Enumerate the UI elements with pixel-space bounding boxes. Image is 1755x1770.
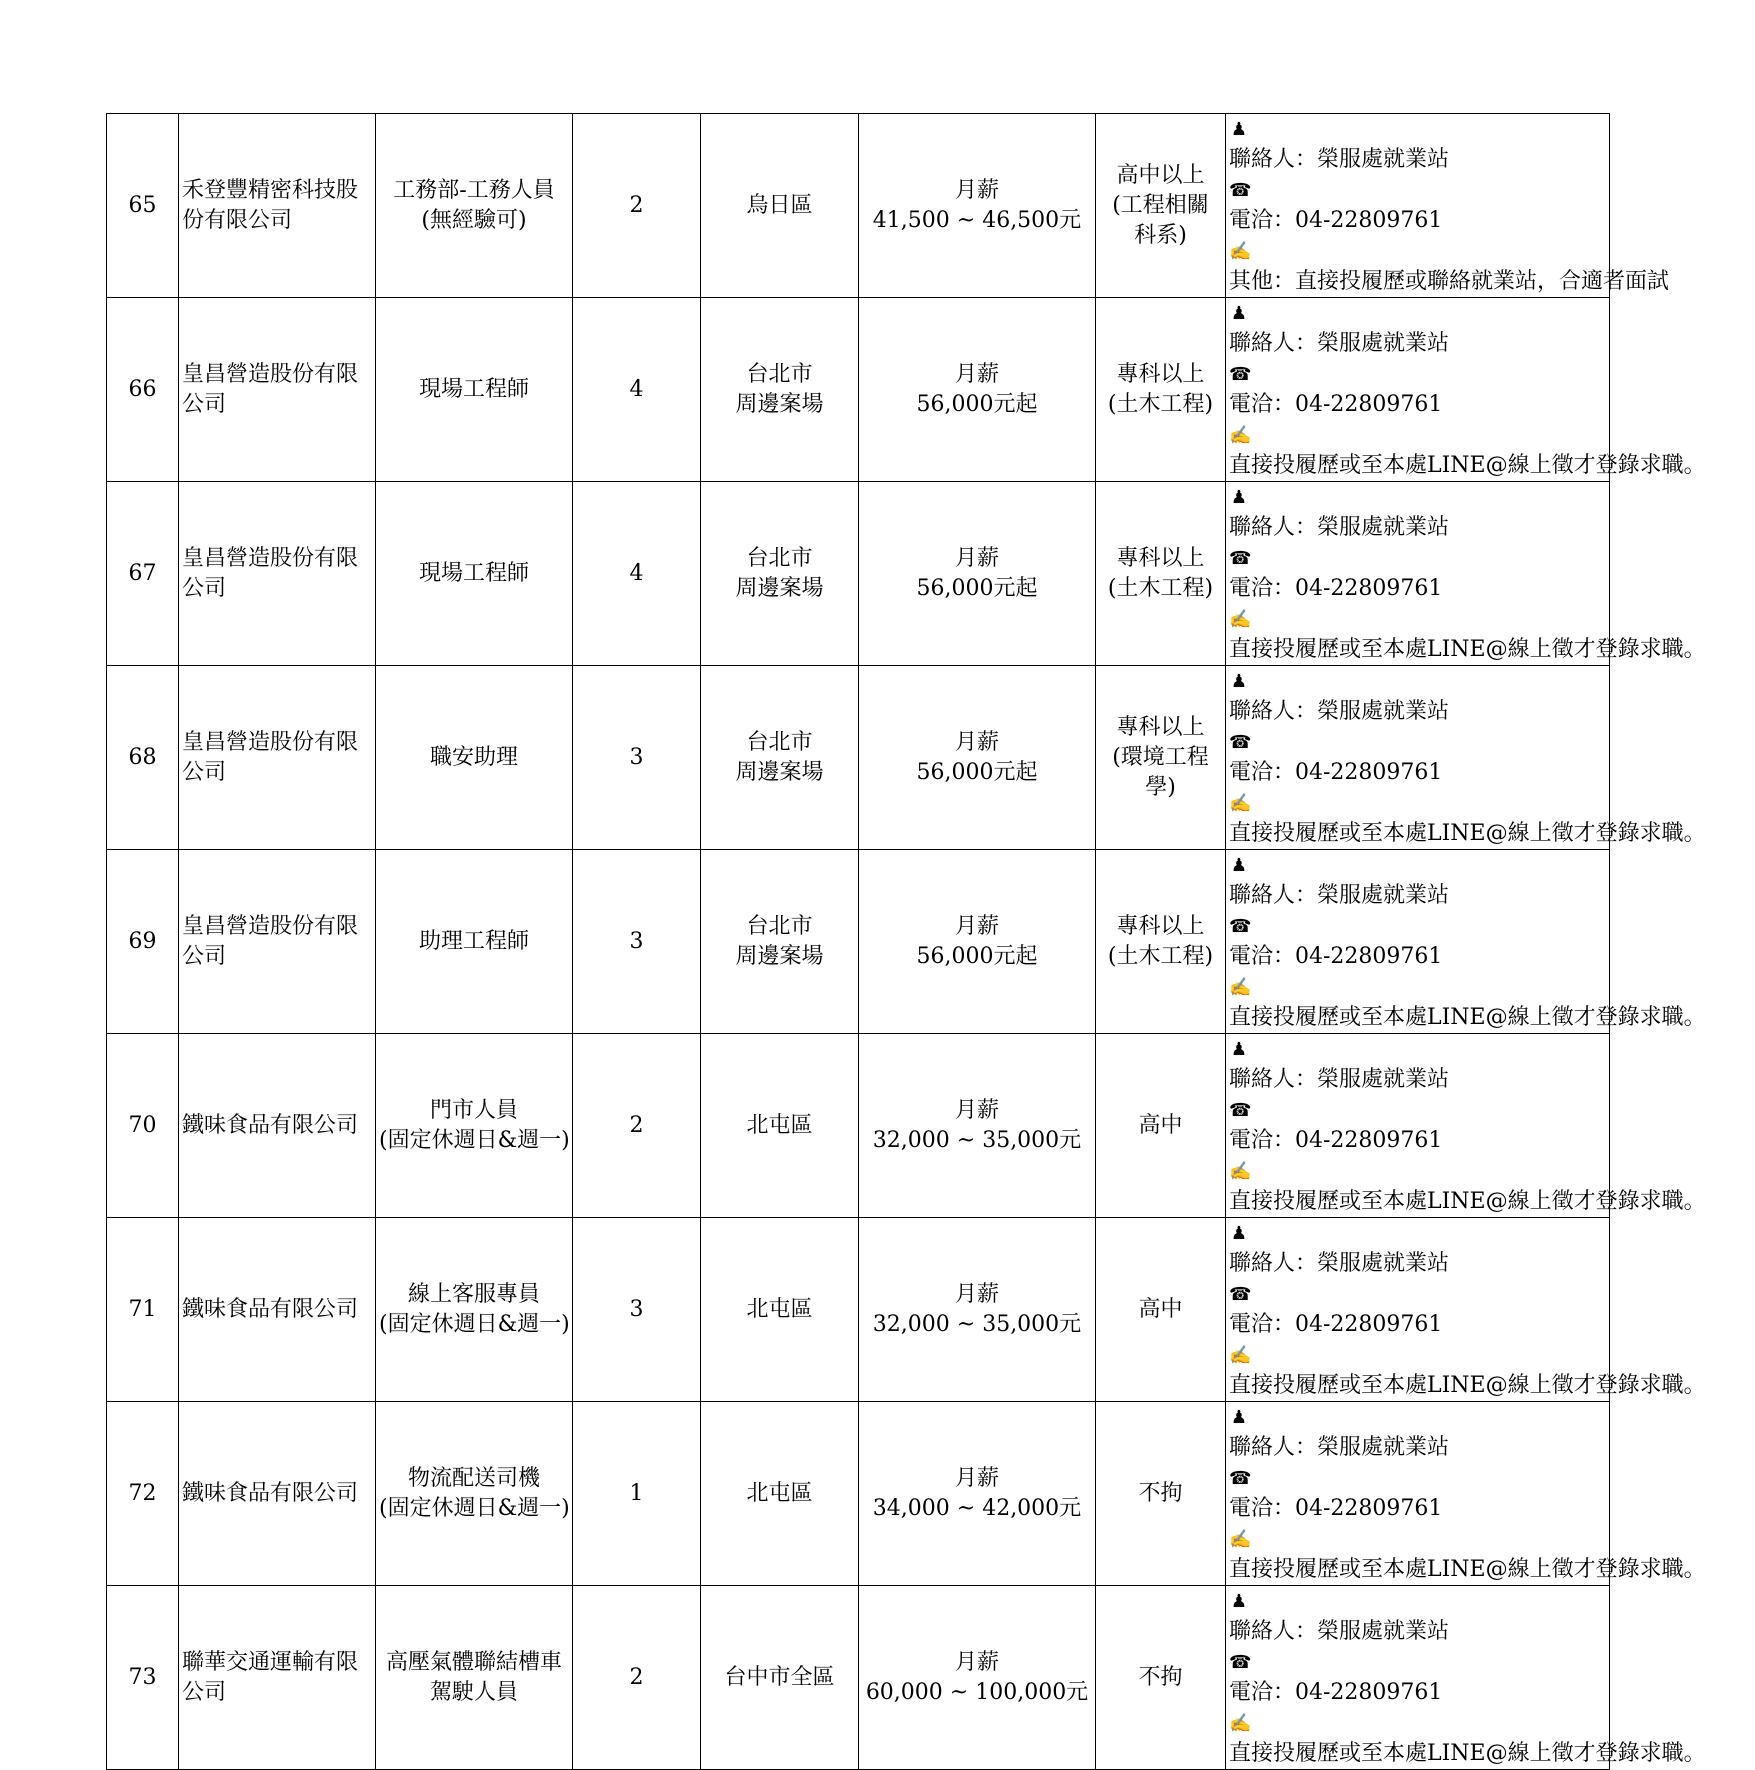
table-row (107, 1218, 1610, 1402)
education-cell (1096, 850, 1226, 1034)
person-icon: ♟ (1230, 671, 1248, 692)
contact-person-line (1229, 298, 1606, 359)
company-name: 鐵味食品有限公司 (182, 1296, 359, 1322)
education-cell (1096, 1034, 1226, 1218)
contact-person: 聯絡人：榮服處就業站 (1229, 1619, 1450, 1644)
company-cell (179, 1218, 376, 1402)
table-row (107, 298, 1610, 482)
person-icon: ♟ (1230, 1407, 1248, 1428)
note-line (1229, 1156, 1706, 1217)
note-line (1229, 788, 1706, 849)
note-line (1229, 1340, 1706, 1401)
education-line: 專科以上 (1116, 714, 1205, 740)
phone-line (1229, 1463, 1606, 1524)
phone-icon: ☎ (1229, 1284, 1252, 1305)
apply-instructions: 直接投履歷或至本處LINE@線上徵才登錄求職。 (1229, 821, 1706, 846)
phone-number: 電洽：04-22809761 (1229, 1680, 1443, 1705)
apply-instructions: 其他：直接投履歷或聯絡就業站，合適者面試 (1229, 269, 1670, 294)
salary-line: 32,000 ~ 35,000元 (872, 1311, 1082, 1337)
education-line: 學) (1145, 774, 1176, 800)
education-line: 專科以上 (1116, 545, 1205, 571)
apply-instructions: 直接投履歷或至本處LINE@線上徵才登錄求職。 (1229, 637, 1706, 662)
phone-line (1229, 175, 1606, 236)
contact-person-line (1229, 482, 1606, 543)
phone-number: 電洽：04-22809761 (1229, 944, 1443, 969)
education-line: (土木工程) (1107, 575, 1214, 601)
openings-count: 2 (629, 1664, 644, 1690)
location-line: 周邊案場 (735, 391, 824, 417)
company-cell (179, 850, 376, 1034)
phone-number: 電洽：04-22809761 (1229, 760, 1443, 785)
apply-instructions: 直接投履歷或至本處LINE@線上徵才登錄求職。 (1229, 1741, 1706, 1766)
company-name: 聯華交通運輸有限公司 (182, 1649, 359, 1705)
position-line: 門市人員 (429, 1097, 518, 1123)
phone-line (1229, 543, 1606, 604)
phone-number: 電洽：04-22809761 (1229, 1496, 1443, 1521)
note-icon: ✍ (1229, 609, 1252, 630)
phone-icon: ☎ (1229, 916, 1252, 937)
note-icon: ✍ (1229, 1345, 1252, 1366)
openings-cell (573, 482, 701, 666)
openings-count: 1 (629, 1480, 644, 1506)
table-row (107, 1586, 1610, 1770)
row-number: 69 (128, 928, 157, 954)
contact-cell (1226, 482, 1706, 666)
salary-line: 41,500 ~ 46,500元 (872, 207, 1082, 233)
location-line: 台北市 (746, 913, 813, 939)
note-icon: ✍ (1229, 425, 1252, 446)
position-cell (376, 1402, 573, 1586)
education-line: 專科以上 (1116, 361, 1205, 387)
phone-line (1229, 1095, 1606, 1156)
salary-line: 60,000 ~ 100,000元 (865, 1679, 1089, 1705)
contact-cell (1226, 1402, 1706, 1586)
position-cell (376, 1586, 573, 1770)
openings-cell (573, 1218, 701, 1402)
openings-cell (573, 1402, 701, 1586)
contact-person-line (1229, 1586, 1606, 1647)
openings-count: 3 (629, 744, 644, 770)
openings-count: 4 (629, 376, 644, 402)
salary-cell (859, 666, 1096, 850)
person-icon: ♟ (1230, 303, 1248, 324)
contact-cell (1226, 298, 1706, 482)
education-line: (土木工程) (1107, 391, 1214, 417)
location-line: 北屯區 (746, 1112, 813, 1138)
location-line: 周邊案場 (735, 943, 824, 969)
position-line: (無經驗可) (421, 207, 527, 233)
position-line: 線上客服專員 (407, 1281, 540, 1307)
contact-person: 聯絡人：榮服處就業站 (1229, 1435, 1450, 1460)
person-icon: ♟ (1230, 119, 1248, 140)
position-line: 助理工程師 (418, 928, 529, 954)
note-icon: ✍ (1229, 1529, 1252, 1550)
phone-icon: ☎ (1229, 548, 1252, 569)
row-number-cell (107, 114, 179, 298)
position-line: 物流配送司機 (407, 1465, 540, 1491)
location-cell (701, 482, 859, 666)
openings-count: 3 (629, 1296, 644, 1322)
contact-cell (1226, 1586, 1706, 1770)
phone-icon: ☎ (1229, 1652, 1252, 1673)
phone-line (1229, 1647, 1606, 1708)
company-cell (179, 482, 376, 666)
table-body (107, 114, 1706, 1770)
phone-number: 電洽：04-22809761 (1229, 576, 1443, 601)
salary-line: 月薪 (954, 913, 999, 939)
education-line: 高中以上 (1116, 162, 1205, 188)
table-row (107, 114, 1610, 298)
table-row (107, 1402, 1610, 1586)
note-line (1229, 420, 1706, 481)
contact-person: 聯絡人：榮服處就業站 (1229, 699, 1450, 724)
contact-person: 聯絡人：榮服處就業站 (1229, 1251, 1450, 1276)
apply-instructions: 直接投履歷或至本處LINE@線上徵才登錄求職。 (1229, 1557, 1706, 1582)
salary-cell (859, 1586, 1096, 1770)
position-line: (固定休週日&週一) (379, 1127, 570, 1153)
apply-instructions: 直接投履歷或至本處LINE@線上徵才登錄求職。 (1229, 1373, 1706, 1398)
education-cell (1096, 1218, 1226, 1402)
salary-cell (859, 1218, 1096, 1402)
contact-cell (1226, 850, 1706, 1034)
contact-person-line (1229, 1218, 1606, 1279)
openings-count: 4 (629, 560, 644, 586)
location-line: 台北市 (746, 545, 813, 571)
contact-person-line (1229, 1402, 1606, 1463)
phone-icon: ☎ (1229, 732, 1252, 753)
education-cell (1096, 1402, 1226, 1586)
person-icon: ♟ (1230, 1223, 1248, 1244)
education-line: (土木工程) (1107, 943, 1214, 969)
location-line: 台北市 (746, 361, 813, 387)
phone-number: 電洽：04-22809761 (1229, 1312, 1443, 1337)
row-number-cell (107, 1586, 179, 1770)
contact-person-line (1229, 850, 1606, 911)
education-line: 科系) (1134, 222, 1187, 248)
openings-cell (573, 850, 701, 1034)
note-icon: ✍ (1229, 241, 1252, 262)
openings-cell (573, 114, 701, 298)
salary-line: 月薪 (954, 1097, 999, 1123)
contact-cell (1226, 666, 1706, 850)
row-number-cell (107, 1218, 179, 1402)
position-line: (固定休週日&週一) (379, 1311, 570, 1337)
row-number: 73 (128, 1664, 157, 1690)
contact-person: 聯絡人：榮服處就業站 (1229, 331, 1450, 356)
position-cell (376, 1218, 573, 1402)
salary-line: 月薪 (954, 545, 999, 571)
location-cell (701, 1586, 859, 1770)
salary-line: 月薪 (954, 361, 999, 387)
contact-person: 聯絡人：榮服處就業站 (1229, 515, 1450, 540)
education-line: 不拘 (1138, 1480, 1183, 1506)
openings-cell (573, 298, 701, 482)
openings-cell (573, 1034, 701, 1218)
company-name: 禾登豐精密科技股份有限公司 (182, 177, 359, 233)
table-row (107, 666, 1610, 850)
location-line: 台中市全區 (724, 1664, 835, 1690)
location-cell (701, 666, 859, 850)
company-name: 皇昌營造股份有限公司 (182, 545, 359, 601)
phone-number: 電洽：04-22809761 (1229, 208, 1443, 233)
table-row (107, 1034, 1610, 1218)
position-cell (376, 666, 573, 850)
phone-line (1229, 727, 1606, 788)
education-cell (1096, 1586, 1226, 1770)
education-line: 高中 (1138, 1296, 1183, 1322)
phone-line (1229, 359, 1606, 420)
contact-cell (1226, 114, 1670, 298)
note-icon: ✍ (1229, 1161, 1252, 1182)
row-number-cell (107, 850, 179, 1034)
company-name: 皇昌營造股份有限公司 (182, 729, 359, 785)
education-line: 高中 (1138, 1112, 1183, 1138)
position-line: 工務部-工務人員 (393, 177, 555, 203)
row-number: 65 (128, 192, 157, 218)
education-line: (環境工程 (1112, 744, 1209, 770)
location-line: 周邊案場 (735, 575, 824, 601)
table-row (107, 482, 1610, 666)
company-name: 鐵味食品有限公司 (182, 1480, 359, 1506)
note-icon: ✍ (1229, 793, 1252, 814)
education-line: 不拘 (1138, 1664, 1183, 1690)
row-number-cell (107, 298, 179, 482)
openings-cell (573, 1586, 701, 1770)
phone-icon: ☎ (1229, 1468, 1252, 1489)
location-line: 周邊案場 (735, 759, 824, 785)
phone-icon: ☎ (1229, 1100, 1252, 1121)
education-line: (工程相關 (1112, 192, 1209, 218)
contact-cell (1226, 1034, 1706, 1218)
company-cell (179, 666, 376, 850)
note-line (1229, 972, 1706, 1033)
salary-cell (859, 850, 1096, 1034)
row-number-cell (107, 482, 179, 666)
salary-line: 月薪 (954, 729, 999, 755)
phone-number: 電洽：04-22809761 (1229, 392, 1443, 417)
company-cell (179, 1402, 376, 1586)
row-number: 70 (128, 1112, 157, 1138)
phone-icon: ☎ (1229, 364, 1252, 385)
note-line (1229, 1524, 1706, 1585)
openings-count: 2 (629, 192, 644, 218)
contact-person-line (1229, 666, 1606, 727)
phone-number: 電洽：04-22809761 (1229, 1128, 1443, 1153)
salary-cell (859, 482, 1096, 666)
education-cell (1096, 482, 1226, 666)
salary-line: 月薪 (954, 1465, 999, 1491)
position-line: (固定休週日&週一) (379, 1495, 570, 1521)
apply-instructions: 直接投履歷或至本處LINE@線上徵才登錄求職。 (1229, 1189, 1706, 1214)
salary-cell (859, 298, 1096, 482)
position-line: 駕駛人員 (429, 1679, 518, 1705)
person-icon: ♟ (1230, 1591, 1248, 1612)
person-icon: ♟ (1230, 855, 1248, 876)
company-name: 皇昌營造股份有限公司 (182, 361, 359, 417)
location-line: 北屯區 (746, 1296, 813, 1322)
salary-line: 月薪 (954, 177, 999, 203)
contact-person: 聯絡人：榮服處就業站 (1229, 883, 1450, 908)
row-number: 67 (128, 560, 157, 586)
company-name: 皇昌營造股份有限公司 (182, 913, 359, 969)
company-cell (179, 298, 376, 482)
row-number-cell (107, 1402, 179, 1586)
location-cell (701, 1402, 859, 1586)
row-number-cell (107, 1034, 179, 1218)
salary-line: 56,000元起 (916, 759, 1038, 785)
salary-line: 月薪 (954, 1281, 999, 1307)
openings-count: 3 (629, 928, 644, 954)
openings-count: 2 (629, 1112, 644, 1138)
person-icon: ♟ (1230, 487, 1248, 508)
row-number: 66 (128, 376, 157, 402)
location-line: 烏日區 (746, 192, 813, 218)
openings-cell (573, 666, 701, 850)
salary-cell (859, 1034, 1096, 1218)
company-name: 鐵味食品有限公司 (182, 1112, 359, 1138)
position-line: 現場工程師 (418, 376, 529, 402)
salary-line: 32,000 ~ 35,000元 (872, 1127, 1082, 1153)
education-cell (1096, 298, 1226, 482)
note-line (1229, 236, 1670, 297)
salary-cell (859, 114, 1096, 298)
table-row (107, 850, 1610, 1034)
education-cell (1096, 666, 1226, 850)
note-icon: ✍ (1229, 977, 1252, 998)
position-cell (376, 298, 573, 482)
position-line: 現場工程師 (418, 560, 529, 586)
salary-line: 56,000元起 (916, 391, 1038, 417)
location-cell (701, 298, 859, 482)
phone-line (1229, 911, 1606, 972)
position-cell (376, 850, 573, 1034)
phone-icon: ☎ (1229, 180, 1252, 201)
note-line (1229, 1708, 1706, 1769)
position-line: 職安助理 (429, 744, 518, 770)
location-cell (701, 1034, 859, 1218)
row-number: 68 (128, 744, 157, 770)
location-line: 北屯區 (746, 1480, 813, 1506)
contact-person-line (1229, 1034, 1606, 1095)
position-line: 高壓氣體聯結槽車 (385, 1649, 562, 1675)
row-number-cell (107, 666, 179, 850)
contact-person: 聯絡人：榮服處就業站 (1229, 147, 1450, 172)
company-cell (179, 114, 376, 298)
position-cell (376, 482, 573, 666)
contact-person: 聯絡人：榮服處就業站 (1229, 1067, 1450, 1092)
salary-line: 56,000元起 (916, 943, 1038, 969)
salary-line: 月薪 (954, 1649, 999, 1675)
note-icon: ✍ (1229, 1713, 1252, 1734)
person-icon: ♟ (1230, 1039, 1248, 1060)
salary-cell (859, 1402, 1096, 1586)
contact-person-line (1229, 114, 1606, 175)
salary-line: 56,000元起 (916, 575, 1038, 601)
row-number: 72 (128, 1480, 157, 1506)
education-line: 專科以上 (1116, 913, 1205, 939)
apply-instructions: 直接投履歷或至本處LINE@線上徵才登錄求職。 (1229, 1005, 1706, 1030)
apply-instructions: 直接投履歷或至本處LINE@線上徵才登錄求職。 (1229, 453, 1706, 478)
company-cell (179, 1586, 376, 1770)
phone-line (1229, 1279, 1606, 1340)
note-line (1229, 604, 1706, 665)
position-cell (376, 114, 573, 298)
company-cell (179, 1034, 376, 1218)
salary-line: 34,000 ~ 42,000元 (872, 1495, 1082, 1521)
location-cell (701, 850, 859, 1034)
location-line: 台北市 (746, 729, 813, 755)
job-listing-table (106, 113, 1706, 1770)
contact-cell (1226, 1218, 1706, 1402)
location-cell (701, 1218, 859, 1402)
location-cell (701, 114, 859, 298)
education-cell (1096, 114, 1226, 298)
position-cell (376, 1034, 573, 1218)
row-number: 71 (128, 1296, 157, 1322)
